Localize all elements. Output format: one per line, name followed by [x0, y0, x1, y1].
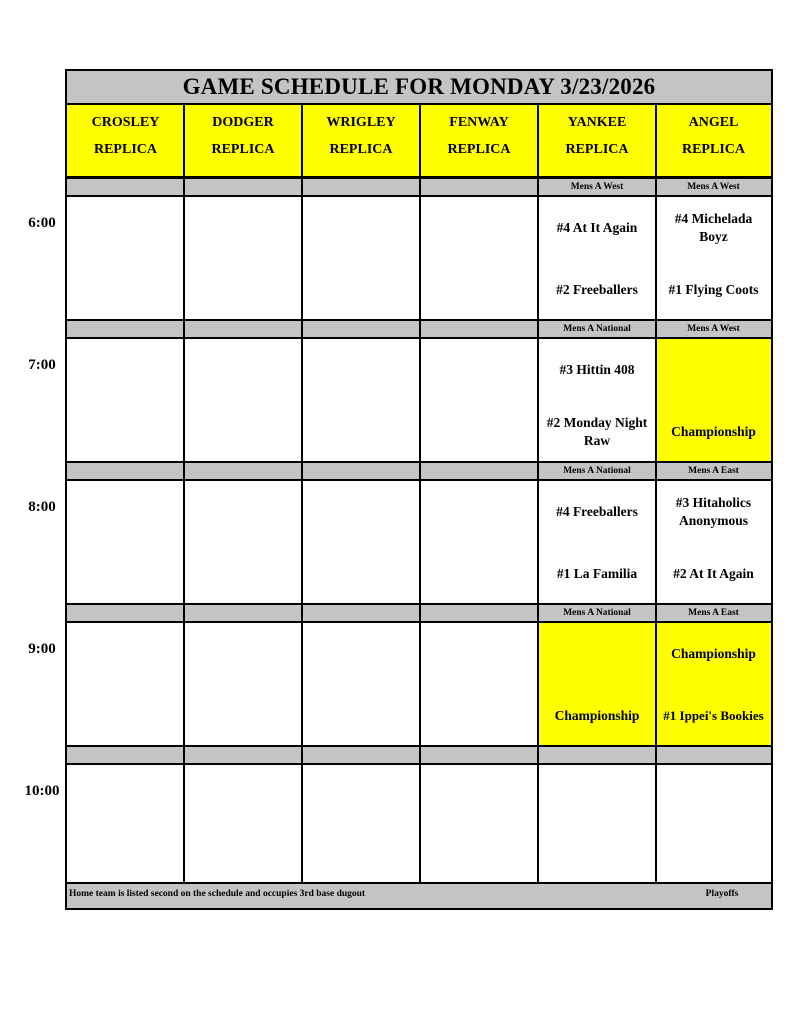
matchup-bottom: #2 Freeballers	[556, 282, 638, 297]
column-divider	[655, 105, 657, 884]
field-sub: REPLICA	[681, 142, 745, 157]
time-label-10: 10:00	[24, 783, 60, 799]
field-header-wrigley	[302, 105, 420, 176]
division-label: Mens A East	[688, 608, 739, 618]
field-sub: REPLICA	[447, 142, 511, 157]
division-label: Mens A National	[563, 466, 631, 476]
matchup-top: #4 Michelada Boyz	[674, 211, 753, 244]
field-header-angel	[656, 105, 771, 176]
field-name: DODGER	[212, 115, 274, 130]
field-name: YANKEE	[567, 115, 627, 130]
matchup-top: #4 Freeballers	[556, 504, 638, 519]
field-sub: REPLICA	[211, 142, 275, 157]
matchup-bottom: #1 La Familia	[556, 566, 638, 581]
field-header-fenway	[420, 105, 538, 176]
division-label: Mens A National	[563, 324, 631, 334]
field-header-yankee	[538, 105, 656, 176]
cell-yankee	[538, 765, 656, 889]
schedule-title: GAME SCHEDULE FOR MONDAY 3/23/2026	[67, 71, 771, 105]
schedule-sheet	[65, 69, 773, 910]
matchup-bottom: #1 Ippei's Bookies	[663, 708, 764, 723]
division-label: Mens A West	[570, 182, 624, 192]
matchup-bottom: Championship	[554, 708, 640, 723]
matchup-bottom: #1 Flying Coots	[668, 282, 759, 297]
matchup-top: Championship	[671, 646, 756, 661]
cell-angel	[656, 481, 771, 605]
field-header-crosley	[67, 105, 184, 176]
column-divider	[301, 105, 303, 884]
division-label: Mens A National	[563, 608, 631, 618]
matchup-top: #3 Hitaholics Anonymous	[675, 495, 752, 528]
division-label: Mens A West	[687, 324, 740, 334]
division-label	[538, 747, 656, 763]
field-sub: REPLICA	[93, 142, 157, 157]
column-divider	[419, 105, 421, 884]
matchup-top: #4 At It Again	[556, 220, 638, 235]
field-name: WRIGLEY	[326, 115, 396, 130]
home-team-note: Home team is listed second on the schedule and occupies 3rd base dugout	[69, 889, 366, 899]
matchup-bottom: #2 At It Again	[673, 566, 754, 581]
cell-yankee	[538, 481, 656, 605]
matchup-top: #3 Hittin 408	[559, 362, 635, 377]
cell-angel	[656, 765, 771, 889]
time-label-6: 6:00	[28, 215, 56, 231]
cell-yankee-playoff	[538, 623, 656, 747]
matchup-bottom: Championship	[671, 424, 756, 439]
division-label: Mens A West	[687, 182, 740, 192]
matchup-bottom: #2 Monday Night Raw	[546, 415, 648, 448]
schedule-footer	[67, 882, 771, 908]
cell-angel	[656, 197, 771, 321]
field-name: FENWAY	[449, 115, 509, 130]
cell-yankee	[538, 339, 656, 463]
time-label-8: 8:00	[28, 499, 56, 515]
column-divider	[537, 105, 539, 884]
cell-yankee	[538, 197, 656, 321]
division-label: Mens A East	[688, 466, 739, 476]
time-label-9: 9:00	[28, 641, 56, 657]
cell-angel-playoff	[656, 339, 771, 463]
division-label	[656, 747, 771, 763]
field-name: CROSLEY	[91, 115, 160, 130]
field-name: ANGEL	[688, 115, 739, 130]
time-label-7: 7:00	[28, 357, 56, 373]
field-sub: REPLICA	[565, 142, 629, 157]
field-sub: REPLICA	[329, 142, 393, 157]
playoffs-legend: Playoffs	[705, 889, 739, 899]
field-header-dodger	[184, 105, 302, 176]
cell-angel-playoff	[656, 623, 771, 747]
column-divider	[183, 105, 185, 884]
